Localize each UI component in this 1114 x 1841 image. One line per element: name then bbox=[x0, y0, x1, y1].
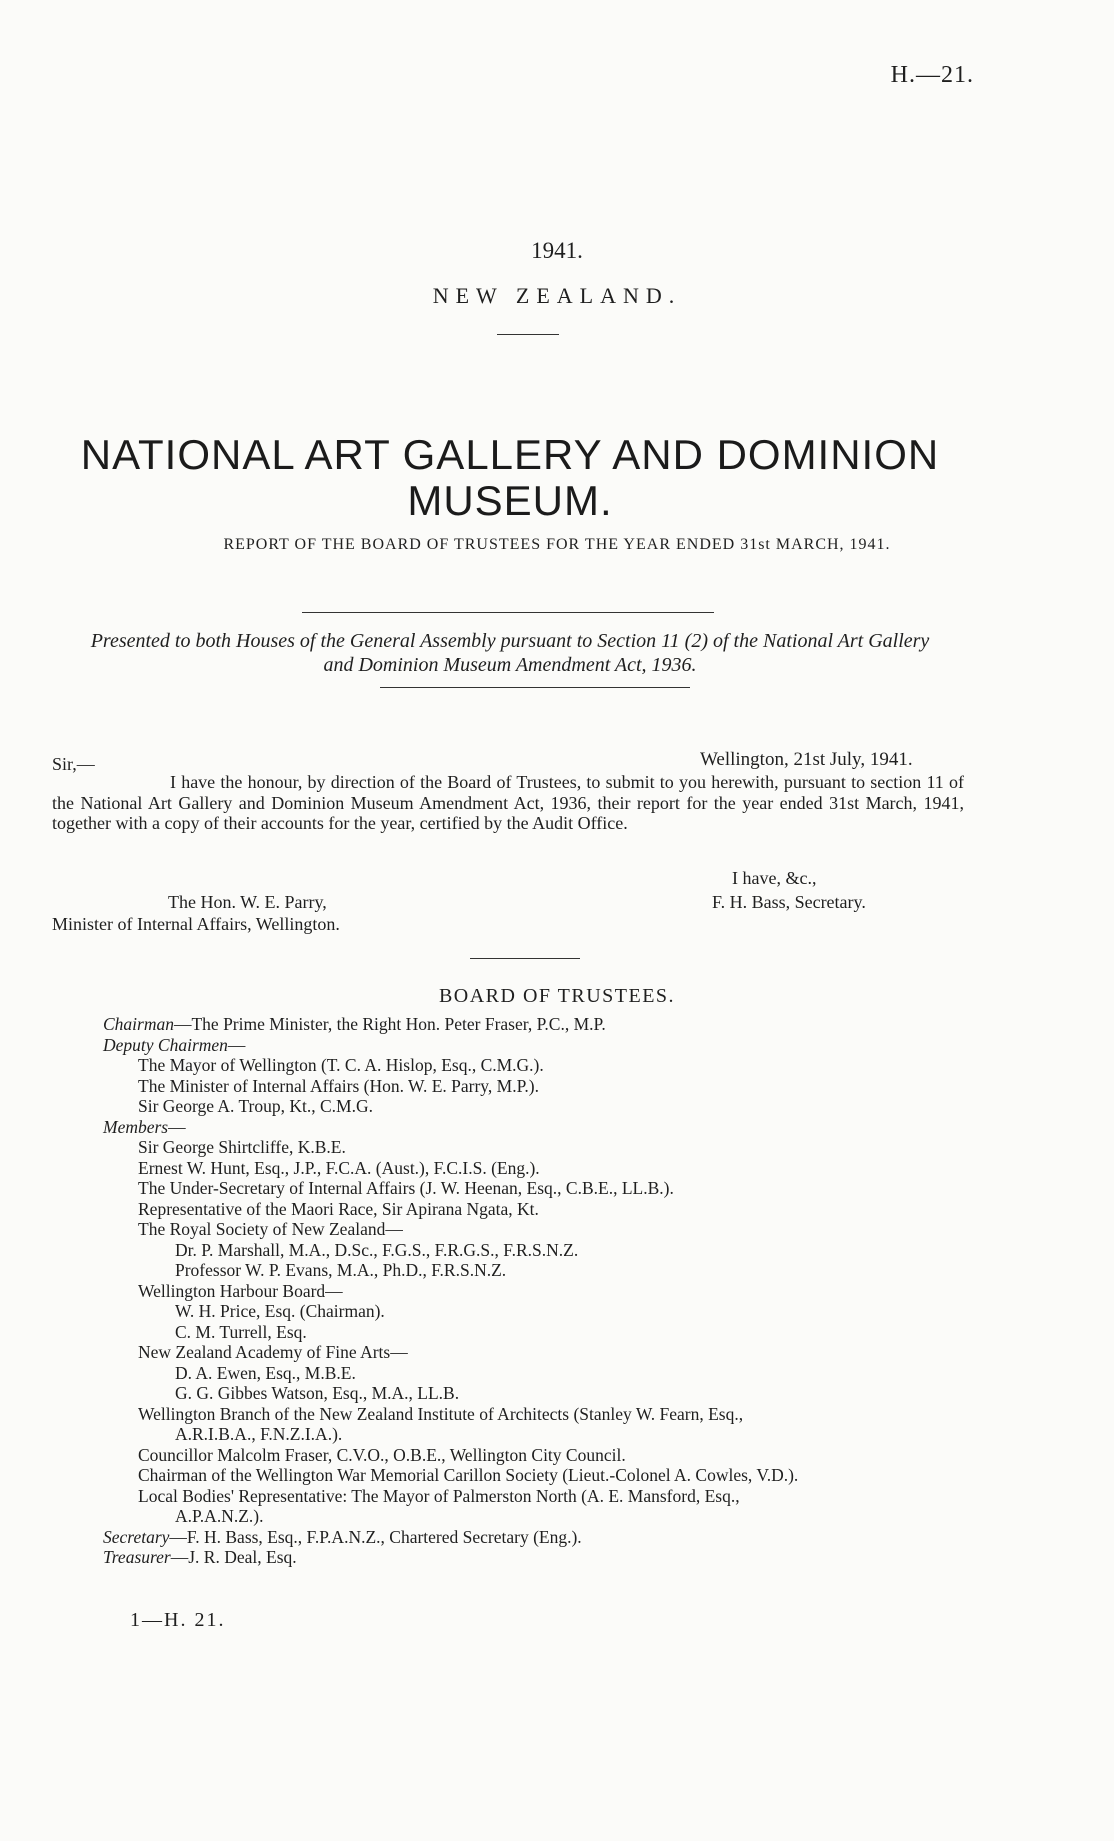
board-member-line bbox=[138, 1076, 539, 1097]
letter-place-date: Wellington, 21st July, 1941. bbox=[700, 749, 913, 770]
board-member-line bbox=[138, 1178, 674, 1199]
board-member-line bbox=[138, 1199, 539, 1220]
report-year: 1941. bbox=[531, 238, 583, 263]
board-member-text: Ernest W. Hunt, Esq., J.P., F.C.A. (Aust.), F.C.I.S. (Eng.). bbox=[138, 1157, 540, 1178]
board-member-text: The Royal Society of New Zealand— bbox=[138, 1219, 403, 1239]
board-member-line bbox=[138, 1486, 740, 1507]
board-member-text: The Prime Minister, the Right Hon. Peter Fraser, P.C., M.P. bbox=[191, 1014, 606, 1034]
presentation-line-1: Presented to both Houses of the General Assembly pursuant to Section 11 (2) of the National Art Gallery bbox=[90, 630, 930, 652]
board-member-line bbox=[138, 1281, 343, 1302]
board-member-line bbox=[175, 1506, 263, 1527]
addressee-name: The Hon. W. E. Parry, bbox=[168, 892, 327, 912]
letter-signatory: F. H. Bass, Secretary. bbox=[712, 892, 866, 912]
board-member-line bbox=[138, 1219, 403, 1240]
board-member-text: The Under-Secretary of Internal Affairs (J. W. Heenan, Esq., C.B.E., LL.B.). bbox=[138, 1178, 674, 1198]
board-member-text: F. H. Bass, Esq., F.P.A.N.Z., Chartered Secretary (Eng.). bbox=[186, 1526, 582, 1547]
board-member-line bbox=[175, 1240, 578, 1261]
country-heading: NEW ZEALAND. bbox=[432, 283, 682, 308]
board-member-line bbox=[138, 1158, 540, 1179]
board-member-line bbox=[138, 1096, 373, 1117]
board-member-text: Chairman of the Wellington War Memorial Carillon Society (Lieut.-Colonel A. Cowles, V.D.). bbox=[138, 1465, 799, 1485]
board-member-line bbox=[138, 1465, 798, 1486]
board-member-text: Local Bodies' Representative: The Mayor of Palmerston North (A. E. Mansford, Esq., bbox=[138, 1485, 740, 1506]
board-member-text: Representative of the Maori Race, Sir Apirana Ngata, Kt. bbox=[138, 1198, 539, 1219]
board-member-line bbox=[175, 1383, 459, 1404]
board-member-text: G. G. Gibbes Watson, Esq., M.A., LL.B. bbox=[175, 1383, 460, 1403]
board-heading: BOARD OF TRUSTEES. bbox=[438, 985, 676, 1007]
board-member-line bbox=[175, 1301, 385, 1322]
title-line-1: NATIONAL ART GALLERY AND DOMINION bbox=[80, 431, 940, 478]
board-member-line bbox=[138, 1055, 544, 1076]
board-member-text: A.P.A.N.Z.). bbox=[175, 1506, 264, 1526]
board-role-label: Secretary bbox=[103, 1526, 170, 1547]
title-line-2: MUSEUM. bbox=[407, 477, 613, 524]
board-member-line bbox=[175, 1424, 342, 1445]
board-role-label: Chairman bbox=[103, 1014, 174, 1034]
board-member-text: Wellington Branch of the New Zealand Institute of Architects (Stanley W. Fearn, Esq., bbox=[138, 1403, 744, 1424]
board-member-line bbox=[138, 1404, 743, 1425]
board-member-text: A.R.I.B.A., F.N.Z.I.A.). bbox=[175, 1424, 343, 1444]
board-role-separator: — bbox=[169, 1526, 187, 1547]
addressee-title: Minister of Internal Affairs, Wellington. bbox=[52, 914, 340, 934]
board-member-text: Professor W. P. Evans, M.A., Ph.D., F.R.S.N.Z. bbox=[175, 1260, 507, 1280]
board-member-text: The Mayor of Wellington (T. C. A. Hislop, Esq., C.M.G.). bbox=[138, 1055, 544, 1075]
board-role-label: Members bbox=[103, 1116, 169, 1137]
board-member-text: Councillor Malcolm Fraser, C.V.O., O.B.E., Wellington City Council. bbox=[138, 1444, 626, 1465]
board-member-line bbox=[103, 1014, 606, 1035]
board-member-text: J. R. Deal, Esq. bbox=[188, 1547, 297, 1567]
letter-body: I have the honour, by direction of the Board of Trustees, to submit to you herewith, pursuant to section 11 of the National Art Gallery and Dominion Museum Amendment Act, 1936, their report for the year ended 31st March, 1941, together with a copy of their accounts for the year, certified by the Audit Office. bbox=[52, 772, 964, 833]
board-member-text: Sir George Shirtcliffe, K.B.E. bbox=[138, 1137, 346, 1157]
board-member-text: Wellington Harbour Board— bbox=[138, 1280, 343, 1301]
board-member-text: C. M. Turrell, Esq. bbox=[175, 1321, 307, 1342]
document-title bbox=[60, 432, 960, 524]
letter-salutation: Sir,— bbox=[52, 754, 95, 774]
board-member-line bbox=[103, 1527, 582, 1548]
board-member-line bbox=[103, 1035, 245, 1056]
board-member-line bbox=[138, 1137, 346, 1158]
report-subtitle: REPORT OF THE BOARD OF TRUSTEES FOR THE YEAR ENDED 31st MARCH, 1941. bbox=[223, 536, 891, 553]
board-member-line bbox=[138, 1445, 626, 1466]
board-member-text: Sir George A. Troup, Kt., C.M.G. bbox=[138, 1096, 373, 1116]
board-member-text: W. H. Price, Esq. (Chairman). bbox=[175, 1301, 385, 1321]
board-member-text: D. A. Ewen, Esq., M.B.E. bbox=[175, 1362, 356, 1383]
board-member-text: The Minister of Internal Affairs (Hon. W. E. Parry, M.P.). bbox=[138, 1075, 539, 1096]
divider-rule bbox=[497, 334, 559, 335]
letter-closing: I have, &c., bbox=[732, 868, 817, 888]
board-member-text: Dr. P. Marshall, M.A., D.Sc., F.G.S., F.R.G.S., F.R.S.N.Z. bbox=[175, 1239, 579, 1260]
divider-rule bbox=[470, 958, 580, 959]
board-member-line bbox=[103, 1547, 297, 1568]
board-role-separator: — bbox=[170, 1547, 189, 1567]
board-role-separator: — bbox=[227, 1034, 246, 1055]
board-role-label: Treasurer bbox=[103, 1547, 171, 1567]
board-role-label: Deputy Chairmen bbox=[103, 1034, 228, 1055]
footer-code: 1—H. 21. bbox=[130, 1609, 226, 1631]
divider-rule bbox=[380, 687, 690, 688]
board-member-line bbox=[103, 1117, 186, 1138]
board-member-line bbox=[175, 1260, 506, 1281]
board-role-separator: — bbox=[168, 1116, 186, 1137]
page-reference: H.—21. bbox=[890, 62, 974, 88]
board-member-line bbox=[138, 1342, 408, 1363]
board-role-separator: — bbox=[173, 1014, 192, 1034]
presentation-line-2: and Dominion Museum Amendment Act, 1936. bbox=[323, 654, 697, 676]
divider-rule bbox=[302, 612, 714, 613]
presentation-statement bbox=[55, 629, 965, 677]
board-member-text: New Zealand Academy of Fine Arts— bbox=[138, 1342, 408, 1362]
board-member-line bbox=[175, 1322, 307, 1343]
board-member-line bbox=[175, 1363, 356, 1384]
